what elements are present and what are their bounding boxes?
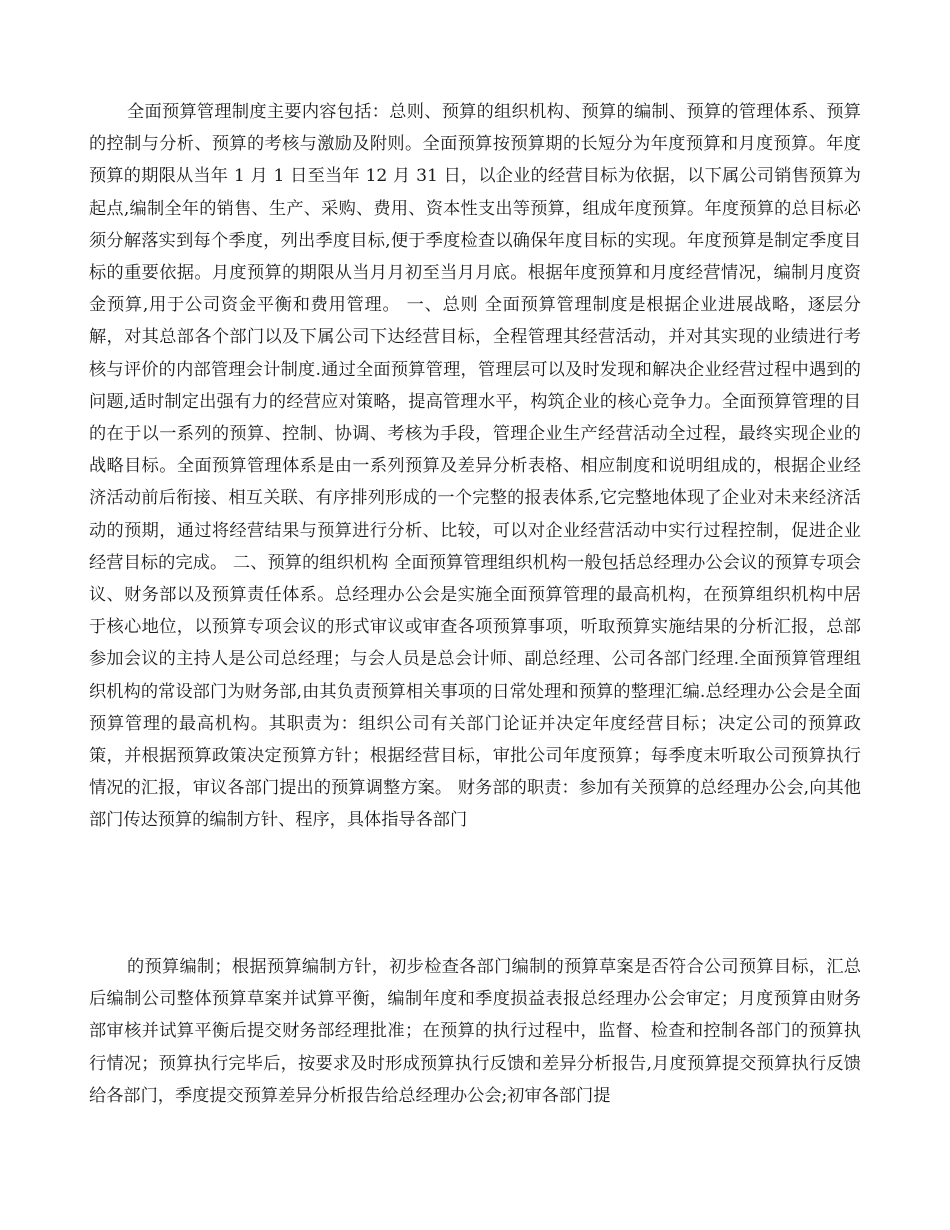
body-paragraph: 全面预算管理制度主要内容包括：总则、预算的组织机构、预算的编制、预算的管理体系、预算的控制与分析、预算的考核与激励及附则。全面预算按预算期的长短分为年度预算和月度预算。年度预算的期限从当年 1 月 1 日至当年 12 月 31 日，以企业的经营目标为依据，以下属公司销售预算为起点,编制全年的销售、生产、采购、费用、资本性支出等预算，组成年度预算。年度预算的总目标必须分解落实到每个季度，列出季度目标,便于季度检查以确保年度目标的实现。年度预算是制定季度目标的重要依据。月度预算的期限从当月月初至当月月底。根据年度预算和月度经营情况，编制月度资金预算,用于公司资金平衡和费用管理。 一、总则 全面预算管理制度是根据企业进展战略，逐层分解，对其总部各个部门以及下属公司下达经营目标，全程管理其经营活动，并对其实现的业绩进行考核与评价的内部管理会计制度.通过全面预算管理，管理层可以及时发现和解决企业经营过程中遇到的问题,适时制定出强有力的经营应对策略，提高管理水平，构筑企业的核心竞争力。全面预算管理的目的在于以一系列的预算、控制、协调、考核为手段，管理企业生产经营活动全过程，最终实现企业的战略目标。全面预算管理体系是由一系列预算及差异分析表格、相应制度和说明组成的，根据企业经济活动前后衔接、相互关联、有序排列形成的一个完整的报表体系,它完整地体现了企业对未来经济活动的预期，通过将经营结果与预算进行分析、比较，可以对企业经营活动中实行过程控制，促进企业经营目标的完成。 二、预算的组织机构 全面预算管理组织机构一般包括总经理办公会议的预算专项会议、财务部以及预算责任体系。总经理办公会是实施全面预算管理的最高机构，在预算组织机构中居于核心地位，以预算专项会议的形式审议或审查各项预算事项，听取预算实施结果的分析汇报，总部参加会议的主持人是公司总经理；与会人员是总会计师、副总经理、公司各部门经理.全面预算管理组织机构的常设部门为财务部,由其负责预算相关事项的日常处理和预算的整理汇编.总经理办公会是全面预算管理的最高机构。其职责为：组织公司有关部门论证并决定年度经营目标；决定公司的预算政策，并根据预算政策决定预算方针；根据经营目标，审批公司年度预算；每季度末听取公司预算执行情况的汇报，审议各部门提出的预算调整方案。 财务部的职责：参加有关预算的总经理办公会,向其他部门传达预算的编制方针、程序，具体指导各部门 — [89, 102, 861, 831]
body-paragraph: 的预算编制；根据预算编制方针，初步检查各部门编制的预算草案是否符合公司预算目标，汇总后编制公司整体预算草案并试算平衡，编制年度和季度损益表报总经理办公会审定；月度预算由财务部审核并试算平衡后提交财务部经理批准；在预算的执行过程中，监督、检查和控制各部门的预算执行情况；预算执行完毕后，按要求及时形成预算执行反馈和差异分析报告,月度预算提交预算执行反馈给各部门，季度提交预算差异分析报告给总经理办公会;初审各部门提 — [89, 957, 861, 1106]
